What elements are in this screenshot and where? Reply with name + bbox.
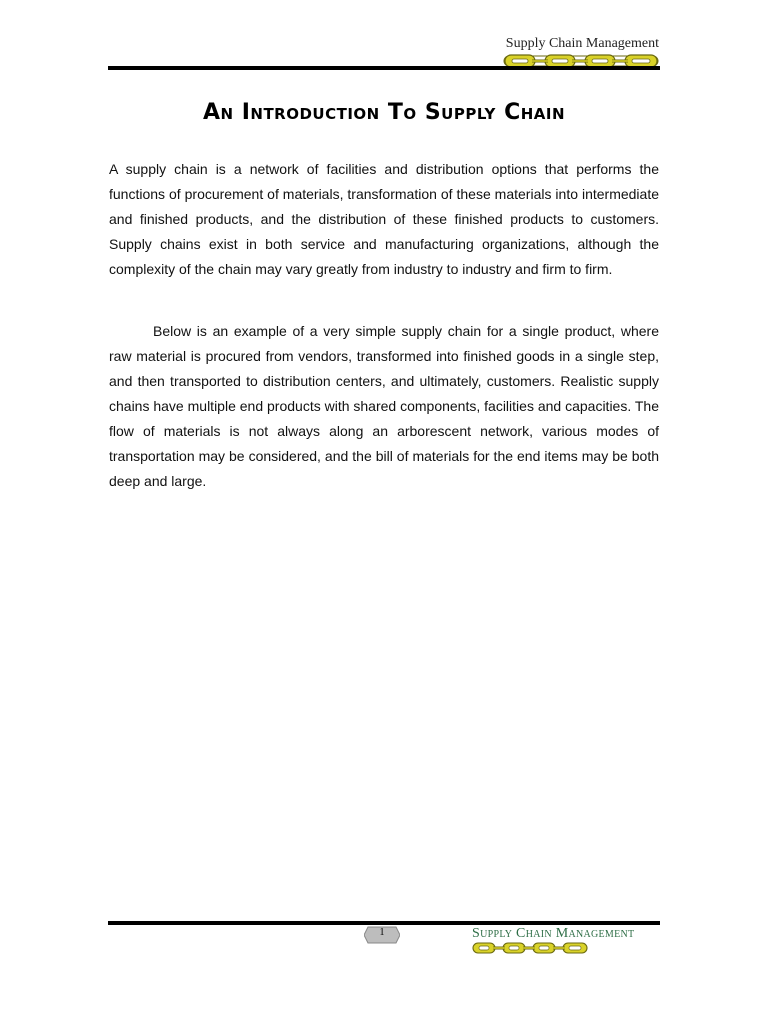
paragraph-2: Below is an example of a very simple supply chain for a single product, where raw material is procured from vendors, transformed into finished goods in a single step, and then transported to distribution centers, and ultimately, customers. Realistic supply chains have multiple end products with shared components, facilities and capacities. The flow of materials is not always along an arborescent network, various modes of transportation may be considered, and the bill of materials for the end items may be both deep and large. [109,323,659,489]
header-title: Supply Chain Management [505,36,659,51]
footer-brand: Supply Chain Management [472,926,635,941]
footer-chain-links-icon [471,941,595,955]
header-rule [108,66,660,70]
page-number: 1 [379,927,385,938]
paragraph-1: A supply chain is a network of facilities and distribution options that performs the functions of procurement of materials, transformation of these materials into intermediate and finished products, and the distribution of these finished products to customers. Supply chains exist in both service and manufacturing organizations, although the complexity of the chain may vary greatly from industry to industry and firm to firm. [109,161,659,277]
page-title: An Introduction To Supply Chain [202,100,566,125]
